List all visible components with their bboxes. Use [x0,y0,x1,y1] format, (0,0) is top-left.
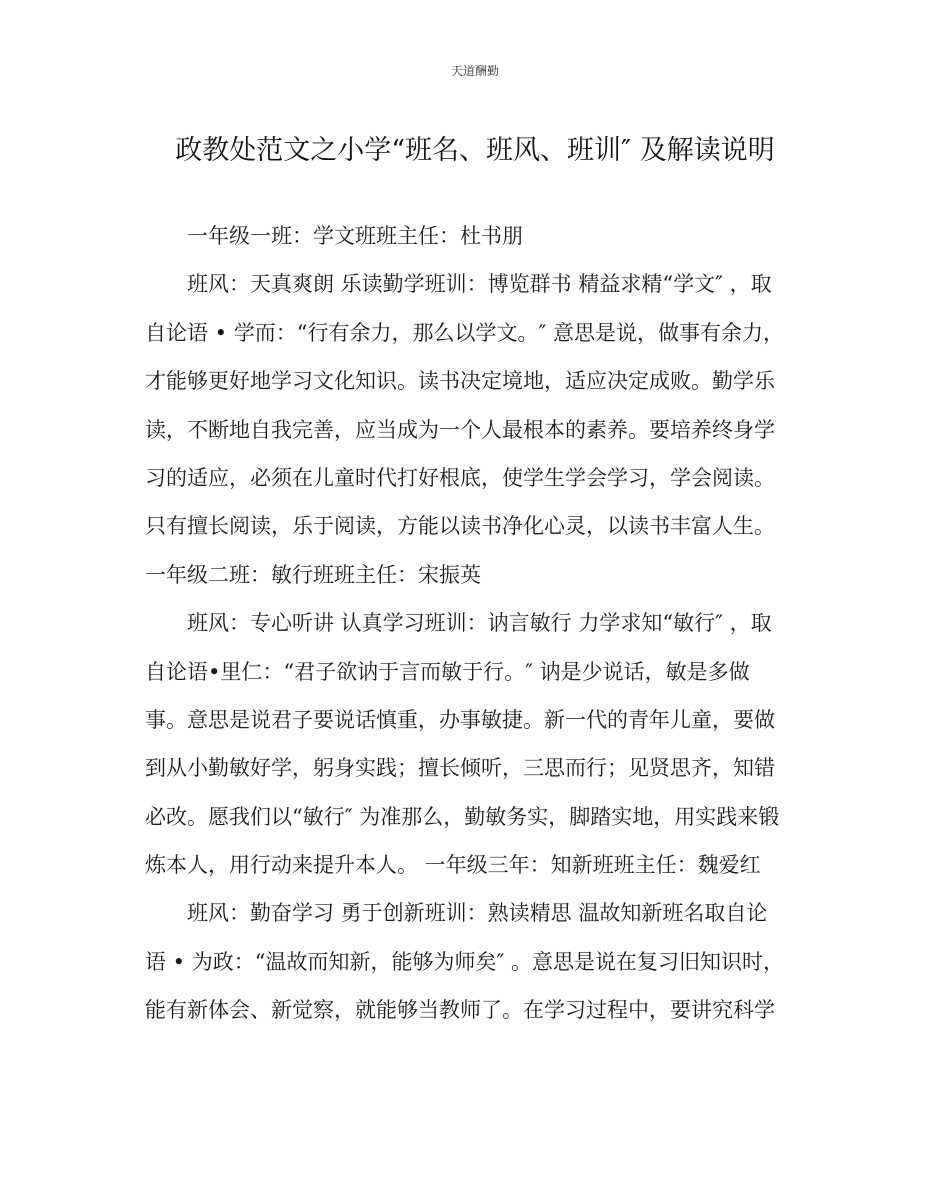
body-line: 班风：天真爽朗 乐读勤学班训：博览群书 精益求精“学文″ ，取 [187,272,772,297]
body-line: 到从小勤敏好学，躬身实践；擅长倾听，三思而行；见贤思齐，知错 [145,756,775,781]
body-line: 只有擅长阅读，乐于阅读，方能以读书净化心灵，以读书丰富人生。 [145,514,775,539]
body-line: 自论语•里仁：“君子欲讷于言而敏于行。″ 讷是少说话，敏是多做 [145,659,750,684]
page-header: 天道酬勤 [450,64,499,78]
body-line: 炼本人，用行动来提升本人。 一年级三年：知新班班主任：魏爱红 [145,853,761,878]
body-line: 语 • 为政：“温故而知新，能够为师矣″ 。意思是说在复习旧知识时， [145,949,784,974]
body-line: 班风：专心听讲 认真学习班训：讷言敏行 力学求知“敏行″ ，取 [187,611,772,636]
body-line: 自论语 • 学而：“行有余力，那么以学文。″ 意思是说，做事有余力， [145,320,784,345]
body-line: 班风：勤奋学习 勇于创新班训：熟读精思 温故知新班名取自论 [187,901,768,926]
document-title: 政教处范文之小学“班名、班风、班训″ 及解读说明 [175,135,775,166]
body-line: 一年级二班：敏行班班主任：宋振英 [145,562,481,587]
body-line: 必改。愿我们以“敏行″ 为准那么，勤敏务实，脚踏实地，用实践来锻 [145,804,780,829]
body-line: 能有新体会、新觉察，就能够当教师了。在学习过程中，要讲究科学 [145,998,775,1023]
body-line: 习的适应，必须在儿童时代打好根底，使学生学会学习，学会阅读。 [145,465,775,490]
body-line: 事。意思是说君子要说话慎重，办事敏捷。新一代的青年儿童，要做 [145,707,775,732]
document-body [145,216,810,1039]
body-line: 一年级一班：学文班班主任：杜书朋 [187,224,523,248]
body-line: 读，不断地自我完善，应当成为一个人最根本的素养。要培养终身学 [145,417,775,442]
body-line: 才能够更好地学习文化知识。读书决定境地，适应决定成败。勤学乐 [145,369,775,394]
